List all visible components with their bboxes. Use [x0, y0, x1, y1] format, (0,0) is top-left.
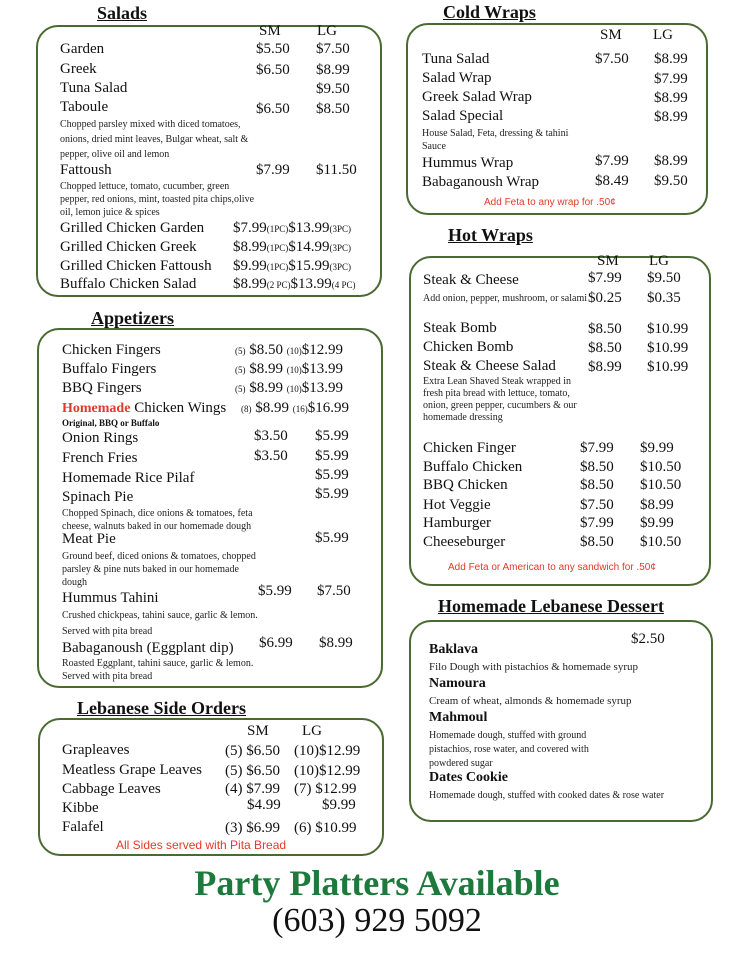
spinach-pie-description: Chopped Spinach, dice onions & tomatoes, feta cheese, walnuts baked in our homemade dough — [62, 508, 253, 532]
cold-wrap-price-lg: $8.99 — [654, 109, 688, 125]
appetizer-name: Buffalo Fingers — [62, 361, 157, 377]
salad-special-description: House Salad, Feta, dressing & tahini Sauce — [422, 128, 569, 152]
cold-wrap-price-lg: $7.99 — [654, 71, 688, 87]
cold-wraps-title: Cold Wraps — [443, 2, 536, 22]
salad-price-lg: $8.50 — [316, 101, 350, 117]
dessert-name: Namoura — [429, 676, 486, 691]
appetizer-price-lg: $5.99 — [315, 530, 349, 546]
salads-title: Salads — [97, 3, 148, 23]
side-price-lg: (7) $12.99 — [294, 781, 357, 797]
salad-name: Garden — [60, 41, 105, 57]
party-platters-banner: Party Platters Available — [194, 863, 560, 903]
cold-wraps-box — [406, 23, 708, 215]
dessert-box — [409, 620, 713, 822]
hot-wrap-price-lg: $10.99 — [647, 340, 689, 356]
hot-wrap-price-lg: $10.50 — [640, 534, 682, 550]
appetizer-price-sm: $3.50 — [254, 448, 288, 464]
grilled-salad-name: Buffalo Chicken Salad — [60, 276, 197, 292]
dessert-description: Cream of wheat, almonds & homemade syrup — [429, 695, 632, 707]
appetizer-name: Chicken Fingers — [62, 342, 161, 358]
add-ons-description: Add onion, pepper, mushroom, or salami — [423, 293, 588, 304]
cold-wraps-lg-header: LG — [653, 27, 673, 43]
babaganoush-description: Roasted Eggplant, tahini sauce, garlic & lemon. Served with pita bread — [62, 658, 254, 682]
appetizer-price-sm: $5.99 — [258, 583, 292, 599]
appetizer-price-lg: $5.99 — [315, 486, 349, 502]
side-name: Grapleaves — [62, 742, 130, 758]
hot-wrap-price-lg: $9.99 — [640, 515, 674, 531]
cold-wrap-name: Greek Salad Wrap — [422, 89, 532, 105]
dessert-name: Mahmoul — [429, 710, 488, 725]
cold-wrap-price-lg: $8.99 — [654, 153, 688, 169]
phone-number[interactable]: (603) 929 5092 — [272, 902, 482, 939]
appetizer-name: Spinach Pie — [62, 489, 134, 505]
hot-wrap-name: Chicken Finger — [423, 440, 516, 456]
grilled-salad-name: Grilled Chicken Greek — [60, 239, 197, 255]
salad-price-sm: $5.50 — [256, 41, 290, 57]
appetizer-name: Hummus Tahini — [62, 590, 159, 606]
hot-wrap-price-sm: $7.99 — [580, 515, 614, 531]
side-price-sm: (5) $6.50 — [225, 743, 280, 759]
salad-name: Taboule — [60, 99, 109, 115]
appetizer-price: (5) $8.50 (10)$12.99 — [235, 342, 343, 358]
hot-wrap-name: Steak & Cheese — [423, 272, 519, 288]
cold-wrap-price-sm: $7.99 — [595, 153, 629, 169]
hot-wrap-name: Cheeseburger — [423, 534, 506, 550]
appetizer-price-lg: $5.99 — [315, 448, 349, 464]
dessert-title: Homemade Lebanese Dessert — [438, 596, 664, 616]
hot-wrap-name: Steak Bomb — [423, 320, 497, 336]
side-price-lg: (6) $10.99 — [294, 820, 357, 836]
hot-wrap-price-sm: $8.50 — [588, 321, 622, 337]
hot-wrap-price-sm: $7.50 — [580, 497, 614, 513]
chicken-wings-flavors: Original, BBQ or Buffalo — [62, 418, 160, 428]
cold-wrap-name: Tuna Salad — [422, 51, 490, 67]
chicken-wings-name: Homemade Chicken Wings — [62, 400, 227, 416]
side-price-sm: (4) $7.99 — [225, 781, 280, 797]
hot-wrap-name: Steak & Cheese Salad — [423, 358, 556, 374]
dessert-price: $2.50 — [631, 631, 665, 647]
salad-price-lg: $11.50 — [316, 162, 357, 178]
sides-box — [38, 718, 384, 856]
side-price-sm: (3) $6.99 — [225, 820, 280, 836]
salads-box — [36, 25, 382, 297]
salad-price-lg: $9.50 — [316, 81, 350, 97]
salads-sm-header: SM — [259, 23, 281, 39]
cold-wrap-price-lg: $9.50 — [654, 173, 688, 189]
sides-note: All Sides served with Pita Bread — [116, 838, 287, 852]
appetizer-price-sm: $6.99 — [259, 635, 293, 651]
hot-wrap-price-sm: $8.50 — [580, 534, 614, 550]
cold-wrap-price-lg: $8.99 — [654, 90, 688, 106]
hot-wrap-price-lg: $10.50 — [640, 459, 682, 475]
hot-wrap-price-lg: $10.99 — [647, 321, 689, 337]
appetizer-price-lg: $5.99 — [315, 428, 349, 444]
hot-wrap-name: BBQ Chicken — [423, 477, 508, 493]
grilled-salad-name: Grilled Chicken Garden — [60, 220, 205, 236]
salad-name: Greek — [60, 61, 97, 77]
appetizer-name: Babaganoush (Eggplant dip) — [62, 640, 234, 656]
side-price-sm: $4.99 — [247, 797, 281, 813]
sides-lg-header: LG — [302, 723, 322, 739]
meat-pie-description: Ground beef, diced onions & tomatoes, chopped parsley & pine nuts baked in our homemade dough — [62, 551, 256, 588]
side-name: Kibbe — [62, 800, 99, 816]
cold-wrap-name: Salad Wrap — [422, 70, 492, 86]
appetizer-name: Onion Rings — [62, 430, 139, 446]
hot-wrap-price-sm: $8.50 — [588, 340, 622, 356]
hot-wrap-price-lg: $9.50 — [647, 270, 681, 286]
salads-lg-header: LG — [317, 23, 337, 39]
salad-price-sm: $7.99 — [256, 162, 290, 178]
cold-wrap-price-sm: $7.50 — [595, 51, 629, 67]
dessert-description: Homemade dough, stuffed with cooked dates & rose water — [429, 790, 665, 801]
cold-wrap-name: Salad Special — [422, 108, 504, 124]
side-price-lg: (10)$12.99 — [294, 743, 361, 759]
salad-price-sm: $6.50 — [256, 62, 290, 78]
hot-wrap-name: Hot Veggie — [423, 497, 491, 513]
hot-wrap-price-sm: $7.99 — [588, 270, 622, 286]
steak-cheese-salad-description: Extra Lean Shaved Steak wrapped in fresh pita bread with lettuce, tomato, onion, green pepper, cucumbers & our homemade dressing — [423, 376, 577, 423]
cold-wraps-sm-header: SM — [600, 27, 622, 43]
cold-wrap-price-lg: $8.99 — [654, 51, 688, 67]
appetizer-price: (5) $8.99 (10)$13.99 — [235, 361, 343, 377]
hot-wraps-lg-header: LG — [649, 253, 669, 269]
appetizer-name: Meat Pie — [62, 531, 116, 547]
side-name: Falafel — [62, 819, 104, 835]
add-ons-price-sm: $0.25 — [588, 290, 622, 306]
salad-name: Fattoush — [60, 162, 112, 178]
side-price-lg: (10)$12.99 — [294, 763, 361, 779]
fattoush-description: Chopped lettuce, tomato, cucumber, green pepper, red onions, mint, toasted pita chips,olive oil, lemon juice & spices — [60, 181, 255, 218]
appetizer-price: (5) $8.99 (10)$13.99 — [235, 380, 343, 396]
dessert-description: Homemade dough, stuffed with ground pistachios, rose water, and covered with powdered sugar — [429, 730, 589, 769]
hot-wrap-price-sm: $8.50 — [580, 477, 614, 493]
cold-wraps-note: Add Feta to any wrap for .50¢ — [484, 197, 616, 208]
hot-wrap-price-lg: $9.99 — [640, 440, 674, 456]
cold-wrap-price-sm: $8.49 — [595, 173, 629, 189]
hot-wrap-price-lg: $10.99 — [647, 359, 689, 375]
appetizer-name: Homemade Rice Pilaf — [62, 470, 195, 486]
side-price-lg: $9.99 — [322, 797, 356, 813]
sides-title: Lebanese Side Orders — [77, 698, 246, 718]
hot-wrap-price-sm: $7.99 — [580, 440, 614, 456]
hot-wrap-price-sm: $8.50 — [580, 459, 614, 475]
salad-name: Tuna Salad — [60, 80, 128, 96]
grilled-salad-name: Grilled Chicken Fattoush — [60, 258, 212, 274]
appetizer-price-lg: $8.99 — [319, 635, 353, 651]
side-name: Cabbage Leaves — [62, 781, 161, 797]
appetizer-price-lg: $7.50 — [317, 583, 351, 599]
hot-wraps-sm-header: SM — [597, 253, 619, 269]
salad-price-sm: $6.50 — [256, 101, 290, 117]
grilled-salad-price: $9.99(1PC)$15.99(3PC) — [233, 258, 352, 274]
hot-wrap-price-lg: $8.99 — [640, 497, 674, 513]
dessert-name: Baklava — [429, 642, 479, 657]
hot-wrap-name: Buffalo Chicken — [423, 459, 523, 475]
hot-wraps-box — [409, 253, 711, 586]
hot-wraps-note: Add Feta or American to any sandwich for .50¢ — [448, 562, 656, 573]
appetizer-price-lg: $5.99 — [315, 467, 349, 483]
cold-wrap-name: Babaganoush Wrap — [422, 174, 540, 190]
dessert-name: Dates Cookie — [429, 770, 508, 785]
cold-wrap-name: Hummus Wrap — [422, 155, 514, 171]
chicken-wings-price: (8) $8.99 (16)$16.99 — [241, 400, 349, 416]
hot-wrap-name: Chicken Bomb — [423, 339, 514, 355]
hot-wrap-price-lg: $10.50 — [640, 477, 682, 493]
grilled-salad-price: $8.99(1PC)$14.99(3PC) — [233, 239, 352, 255]
grilled-salad-price: $7.99(1PC)$13.99(3PC) — [233, 220, 352, 236]
hot-wrap-name: Hamburger — [423, 515, 492, 531]
appetizers-box — [37, 328, 383, 688]
grilled-salad-price: $8.99(2 PC)$13.99(4 PC) — [233, 276, 356, 292]
appetizer-name: French Fries — [62, 450, 138, 466]
taboule-description: Chopped parsley mixed with diced tomatoes, onions, dried mint leaves, Bulgar wheat, salt & pepper, olive oil and lemon — [60, 119, 249, 160]
side-name: Meatless Grape Leaves — [62, 762, 202, 778]
hummus-tahini-description: Crushed chickpeas, tahini sauce, garlic & lemon. Served with pita bread — [62, 610, 258, 637]
side-price-sm: (5) $6.50 — [225, 763, 280, 779]
hot-wraps-title: Hot Wraps — [448, 225, 533, 245]
salad-price-lg: $8.99 — [316, 62, 350, 78]
appetizer-price-sm: $3.50 — [254, 428, 288, 444]
appetizers-title: Appetizers — [91, 308, 174, 328]
add-ons-price-lg: $0.35 — [647, 290, 681, 306]
dessert-description: Filo Dough with pistachios & homemade syrup — [429, 661, 638, 673]
sides-sm-header: SM — [247, 723, 269, 739]
appetizer-name: BBQ Fingers — [62, 380, 142, 396]
hot-wrap-price-sm: $8.99 — [588, 359, 622, 375]
salad-price-lg: $7.50 — [316, 41, 350, 57]
